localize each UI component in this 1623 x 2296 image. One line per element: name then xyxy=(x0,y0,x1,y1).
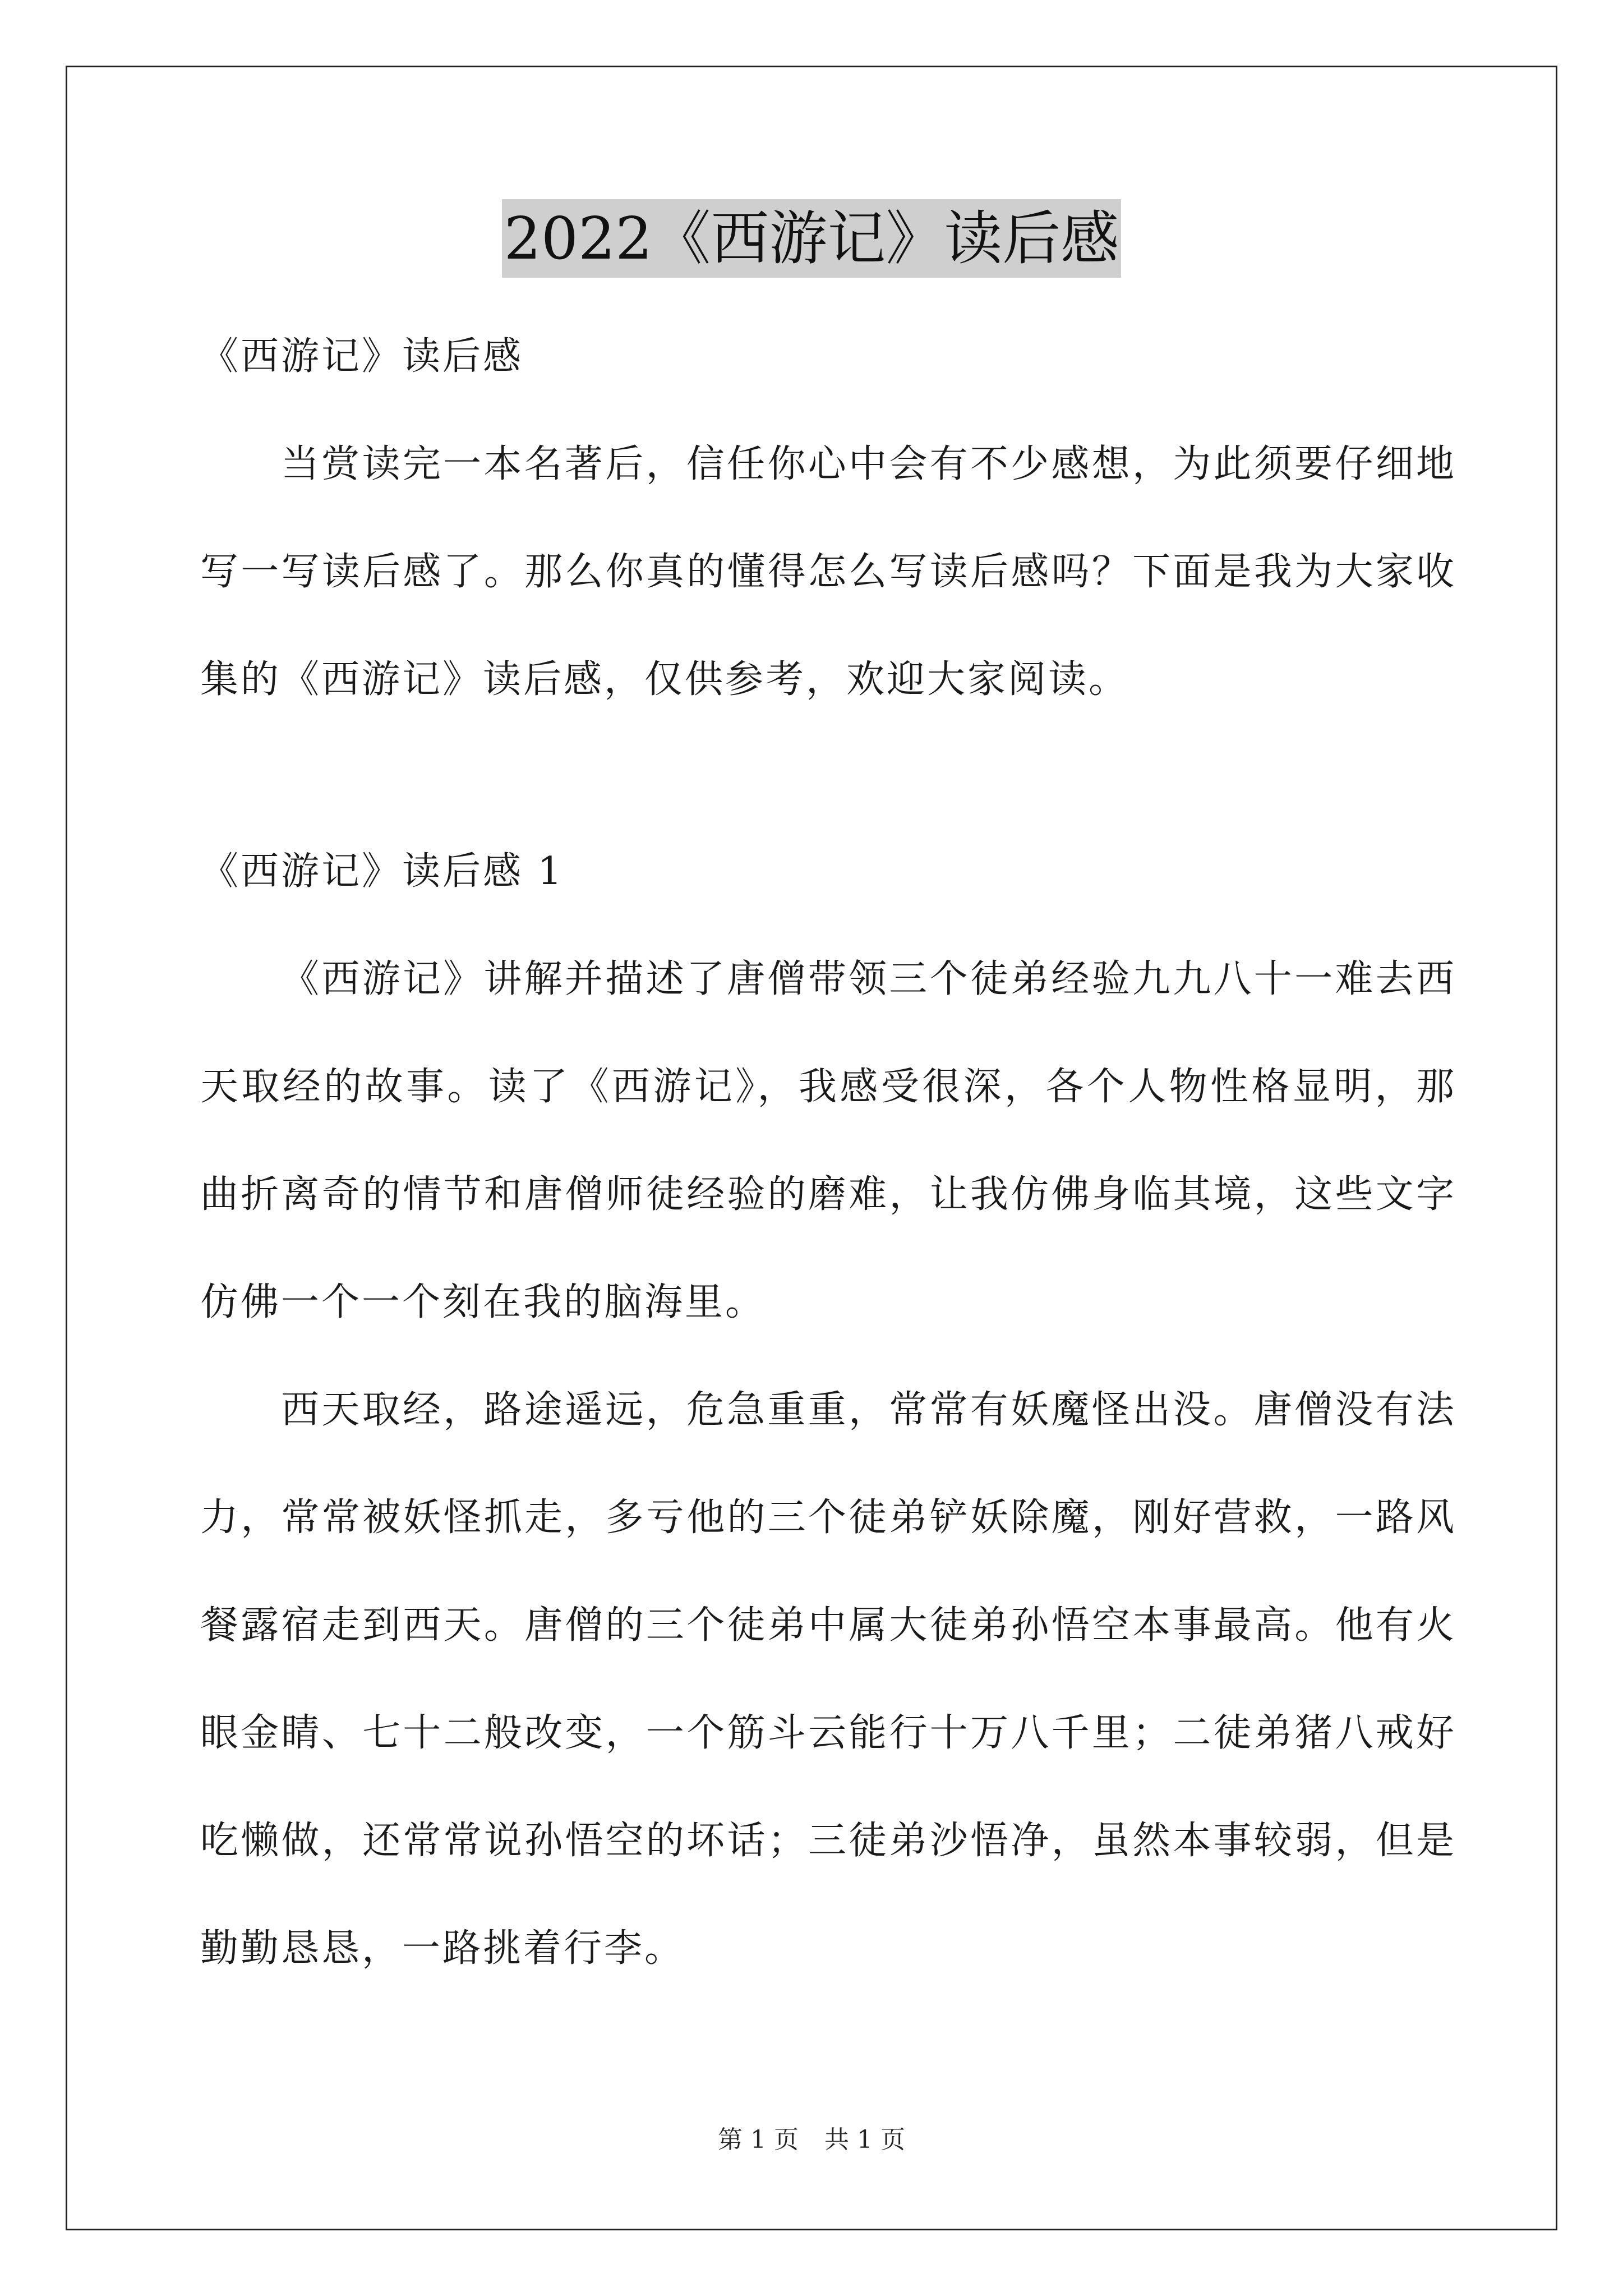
page-title: 2022《西游记》读后感 xyxy=(502,199,1122,278)
page-footer xyxy=(0,2123,1623,2157)
intro-heading: 《西游记》读后感 xyxy=(200,334,524,379)
title-container xyxy=(0,199,1623,278)
document-body xyxy=(200,303,1456,2003)
section1-heading: 《西游记》读后感 1 xyxy=(200,849,564,894)
page-total: 共 1 页 xyxy=(824,2125,905,2154)
section1-paragraph: 西天取经，路途遥远，危急重重，常常有妖魔怪出没。唐僧没有法力，常常被妖怪抓走，多亏他的三个徒弟铲妖除魔，刚好营救，一路风餐露宿走到西天。唐僧的三个徒弟中属大徒弟孙悟空本事最高。他有火眼金睛、七十二般改变，一个筋斗云能行十万八千里；二徒弟猪八戒好吃懒做，还常常说孙悟空的坏话；三徒弟沙悟净，虽然本事较弱，但是勤勤恳恳，一路挑着行李。 xyxy=(200,1388,1456,1971)
page-number: 第 1 页 xyxy=(718,2125,799,2154)
intro-paragraph: 当赏读完一本名著后，信任你心中会有不少感想，为此须要仔细地写一写读后感了。那么你真的懂得怎么写读后感吗？下面是我为大家收集的《西游记》读后感，仅供参考，欢迎大家阅读。 xyxy=(200,442,1456,702)
section1-paragraph: 《西游记》讲解并描述了唐僧带领三个徒弟经验九九八十一难去西天取经的故事。读了《西游记》，我感受很深，各个人物性格显明，那曲折离奇的情节和唐僧师徒经验的磨难，让我仿佛身临其境，这些文字仿佛一个一个刻在我的脑海里。 xyxy=(200,957,1456,1324)
section-spacer xyxy=(200,734,1456,818)
